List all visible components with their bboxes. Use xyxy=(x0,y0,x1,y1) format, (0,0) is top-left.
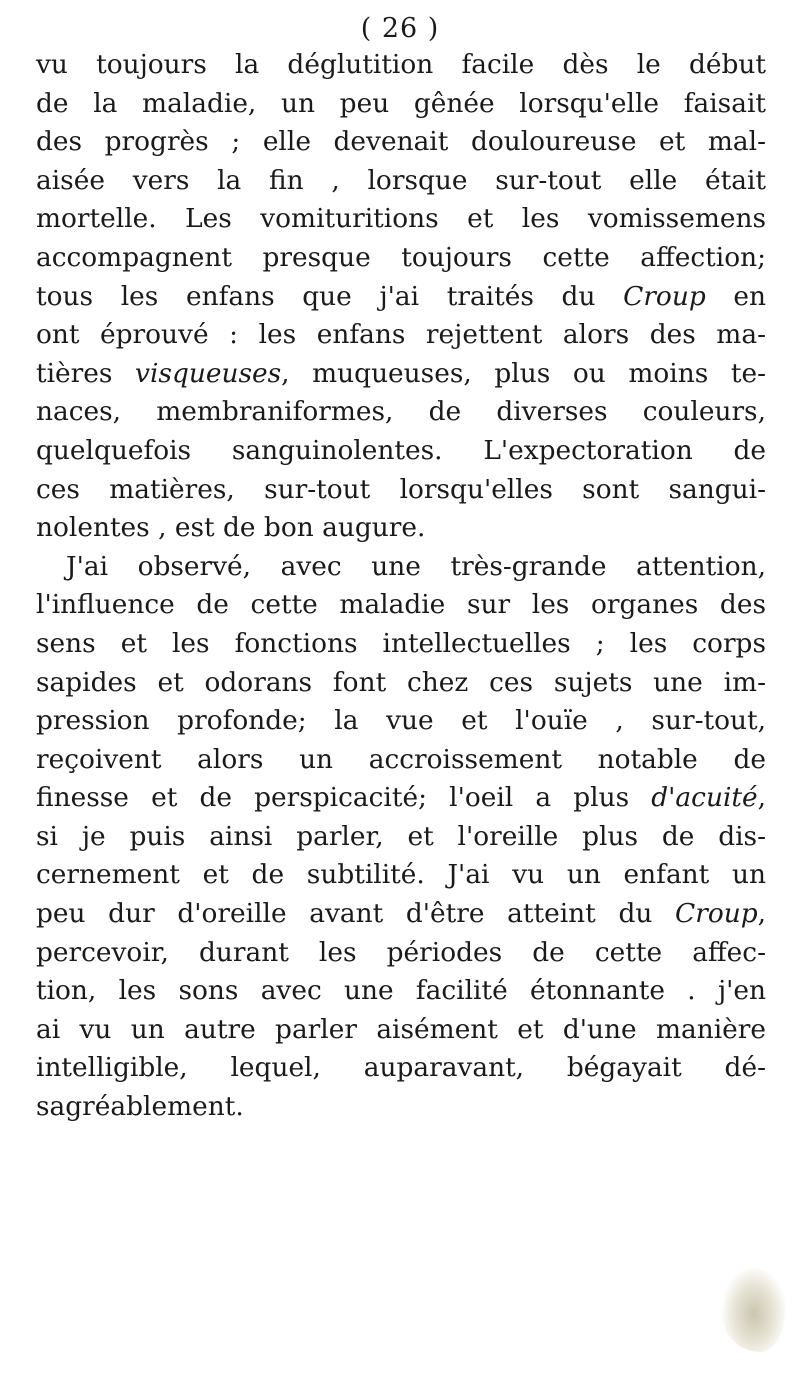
text-line xyxy=(36,934,766,973)
text-segment: J'ai observé, avec une très-grande attention, xyxy=(66,550,766,582)
text-segment: percevoir, durant les périodes de cette affec- xyxy=(36,936,766,968)
text-line xyxy=(36,856,766,895)
text-line xyxy=(36,972,766,1011)
text-line xyxy=(36,46,766,85)
text-line xyxy=(36,393,766,432)
paragraph xyxy=(36,548,766,1127)
text-line xyxy=(36,1049,766,1088)
text-segment: , xyxy=(757,898,766,930)
text-line xyxy=(36,895,766,934)
text-segment: nolentes , est de bon augure. xyxy=(36,512,426,544)
text-segment: quelquefois sanguinolentes. L'expectoration de xyxy=(36,434,766,466)
italic-text-segment: Croup xyxy=(675,898,758,930)
text-line xyxy=(36,664,766,703)
text-line xyxy=(36,1011,766,1050)
paper-stain xyxy=(722,1268,786,1352)
text-segment: tières xyxy=(36,357,136,389)
text-line xyxy=(36,548,766,587)
text-line xyxy=(36,239,766,278)
italic-text-segment: visqueuses xyxy=(135,357,282,389)
text-segment: accompagnent presque toujours cette affection; xyxy=(36,241,766,273)
text-segment: de la maladie, un peu gênée lorsqu'elle faisait xyxy=(36,87,766,119)
text-segment: , muqueuses, plus ou moins te- xyxy=(281,357,766,389)
text-segment: l'influence de cette maladie sur les organes des xyxy=(36,589,766,621)
text-line xyxy=(36,355,766,394)
text-segment: ces matières, sur-tout lorsqu'elles sont sangui- xyxy=(36,473,766,505)
text-segment: peu dur d'oreille avant d'être atteint du xyxy=(36,898,676,930)
text-line xyxy=(36,1088,766,1127)
text-line xyxy=(36,85,766,124)
text-line xyxy=(36,432,766,471)
text-segment: naces, membraniformes, de diverses couleurs, xyxy=(36,396,766,428)
text-segment: vu toujours la déglutition facile dès le début xyxy=(36,49,766,80)
text-segment: ont éprouvé : les enfans rejettent alors des ma- xyxy=(36,319,766,351)
text-line xyxy=(36,741,766,780)
text-segment: finesse et de perspicacité; l'oeil a plus xyxy=(36,782,652,814)
text-segment: , xyxy=(757,782,766,814)
text-line xyxy=(36,702,766,741)
text-segment: en xyxy=(705,280,766,312)
text-segment: reçoivent alors un accroissement notable de xyxy=(36,743,766,775)
text-line xyxy=(36,586,766,625)
text-segment: tion, les sons avec une facilité étonnante . j'en xyxy=(36,975,766,1007)
italic-text-segment: d'acuité xyxy=(651,782,758,814)
text-line xyxy=(36,779,766,818)
text-segment: aisée vers la fin , lorsque sur-tout elle était xyxy=(36,164,766,196)
paragraph xyxy=(36,46,766,548)
text-line xyxy=(36,625,766,664)
text-segment: mortelle. Les vomituritions et les vomissemens xyxy=(36,203,766,235)
text-segment: tous les enfans que j'ai traités du xyxy=(36,280,624,312)
text-line xyxy=(36,123,766,162)
text-line xyxy=(36,509,766,548)
text-segment: pression profonde; la vue et l'ouïe , sur-tout, xyxy=(36,705,766,737)
text-line xyxy=(36,162,766,201)
text-segment: cernement et de subtilité. J'ai vu un enfant un xyxy=(36,859,766,891)
text-line xyxy=(36,278,766,317)
text-segment: ai vu un autre parler aisément et d'une manière xyxy=(36,1013,766,1045)
text-body xyxy=(36,46,766,1127)
text-segment: intelligible, lequel, auparavant, bégayait dé- xyxy=(36,1052,766,1084)
italic-text-segment: Croup xyxy=(623,280,706,312)
text-segment: sapides et odorans font chez ces sujets une im- xyxy=(36,666,766,698)
text-segment: des progrès ; elle devenait douloureuse et mal- xyxy=(36,126,766,158)
text-line xyxy=(36,818,766,857)
page-number: ( 26 ) xyxy=(360,13,440,44)
text-segment: sagréablement. xyxy=(36,1091,244,1123)
text-segment: si je puis ainsi parler, et l'oreille plus de dis- xyxy=(36,820,766,852)
text-line xyxy=(36,200,766,239)
text-line xyxy=(36,316,766,355)
text-segment: sens et les fonctions intellectuelles ; les corps xyxy=(36,627,766,659)
text-line xyxy=(36,471,766,510)
